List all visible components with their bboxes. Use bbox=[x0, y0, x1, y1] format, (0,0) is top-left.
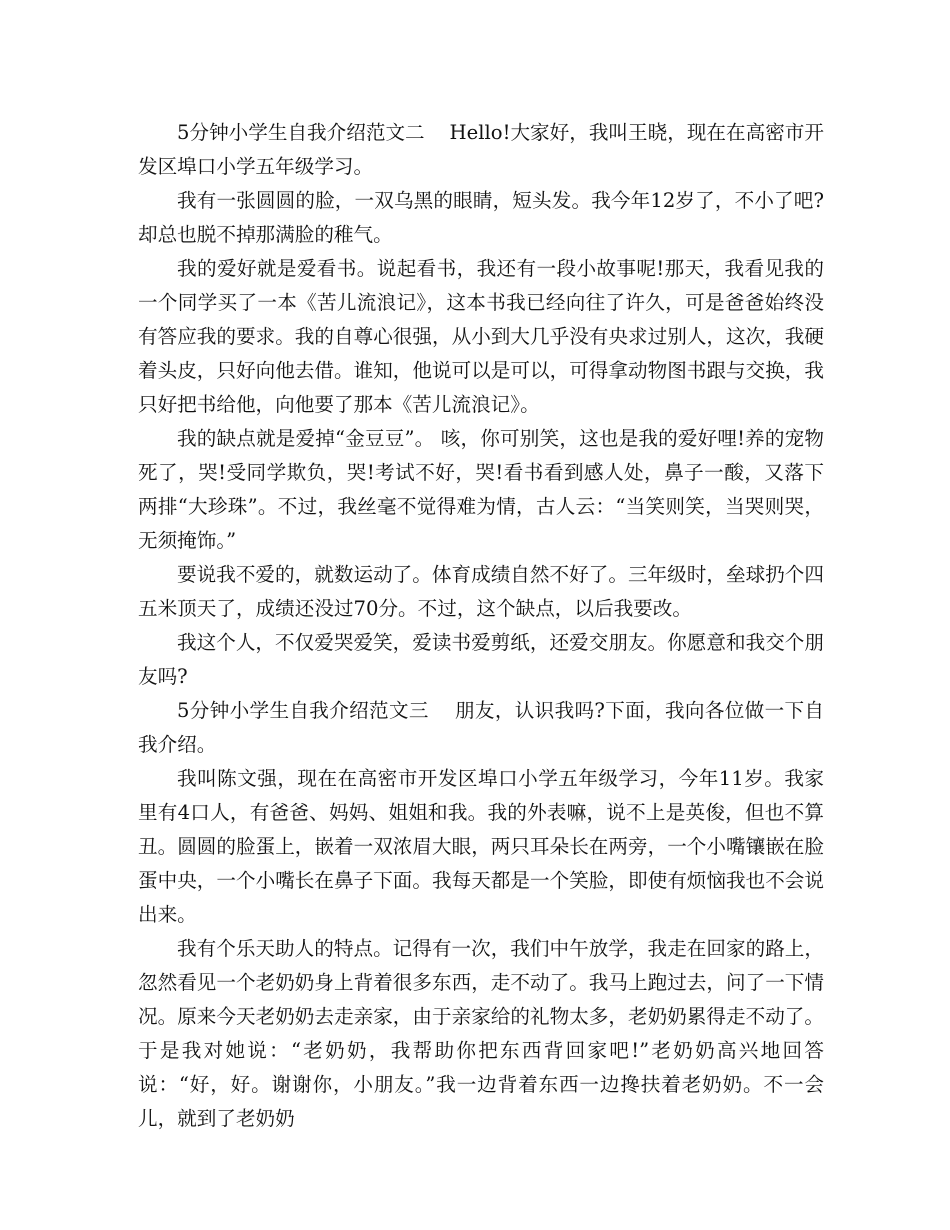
paragraph-essay-3-intro: 5分钟小学生自我介绍范文三 朋友，认识我吗?下面，我向各位做一下自我介绍。 bbox=[138, 699, 824, 756]
paragraph-essay-2-intro: 5分钟小学生自我介绍范文二 Hello!大家好，我叫王晓，现在在高密市开发区埠口小学五年级学习。 bbox=[138, 121, 824, 178]
paragraph-family: 我叫陈文强，现在在高密市开发区埠口小学五年级学习，今年11岁。我家里有4口人，有爸爸、妈妈、姐姐和我。我的外表嘛，说不上是英俊，但也不算丑。圆圆的脸蛋上，嵌着一双浓眉大眼，两只耳朵长在两旁，一个小嘴镶嵌在脸蛋中央，一个小嘴长在鼻子下面。我每天都是一个笑脸，即使有烦恼我也不会说出来。 bbox=[138, 767, 824, 926]
paragraph-appearance: 我有一张圆圆的脸，一双乌黑的眼睛，短头发。我今年12岁了，不小了吧?却总也脱不掉那满脸的稚气。 bbox=[138, 189, 824, 246]
paragraph-shortcoming-crying: 我的缺点就是爱掉“金豆豆”。 咳，你可别笑，这也是我的爱好哩!养的宠物死了，哭!受同学欺负，哭!考试不好，哭!看书看到感人处，鼻子一酸，又落下两排“大珍珠”。不过，我丝毫不觉得难为情，古人云：“当笑则笑，当哭则哭，无须掩饰。” bbox=[138, 427, 824, 552]
paragraph-hobby-reading: 我的爱好就是爱看书。说起看书，我还有一段小故事呢!那天，我看见我的一个同学买了一本《苦儿流浪记》，这本书我已经向往了许久，可是爸爸始终没有答应我的要求。我的自尊心很强，从小到大几乎没有央求过别人，这次，我硬着头皮，只好向他去借。谁知，他说可以是可以，可得拿动物图书跟与交换，我只好把书给他，向他要了那本《苦儿流浪记》。 bbox=[138, 257, 824, 416]
paragraph-helping-grandma: 我有个乐天助人的特点。记得有一次，我们中午放学，我走在回家的路上，忽然看见一个老奶奶身上背着很多东西，走不动了。我马上跑过去，问了一下情况。原来今天老奶奶去走亲家，由于亲家给的礼物太多，老奶奶累得走不动了。于是我对她说：“老奶奶，我帮助你把东西背回家吧!”老奶奶高兴地回答说：“好，好。谢谢你，小朋友。”我一边背着东西一边搀扶着老奶奶。不一会儿，就到了老奶奶 bbox=[138, 937, 824, 1130]
paragraph-friends: 我这个人，不仅爱哭爱笑，爱读书爱剪纸，还爱交朋友。你愿意和我交个朋友吗? bbox=[138, 631, 824, 688]
paragraph-sports: 要说我不爱的，就数运动了。体育成绩自然不好了。三年级时，垒球扔个四五米顶天了，成绩还没过70分。不过，这个缺点，以后我要改。 bbox=[138, 563, 824, 620]
document-page bbox=[138, 116, 824, 1136]
